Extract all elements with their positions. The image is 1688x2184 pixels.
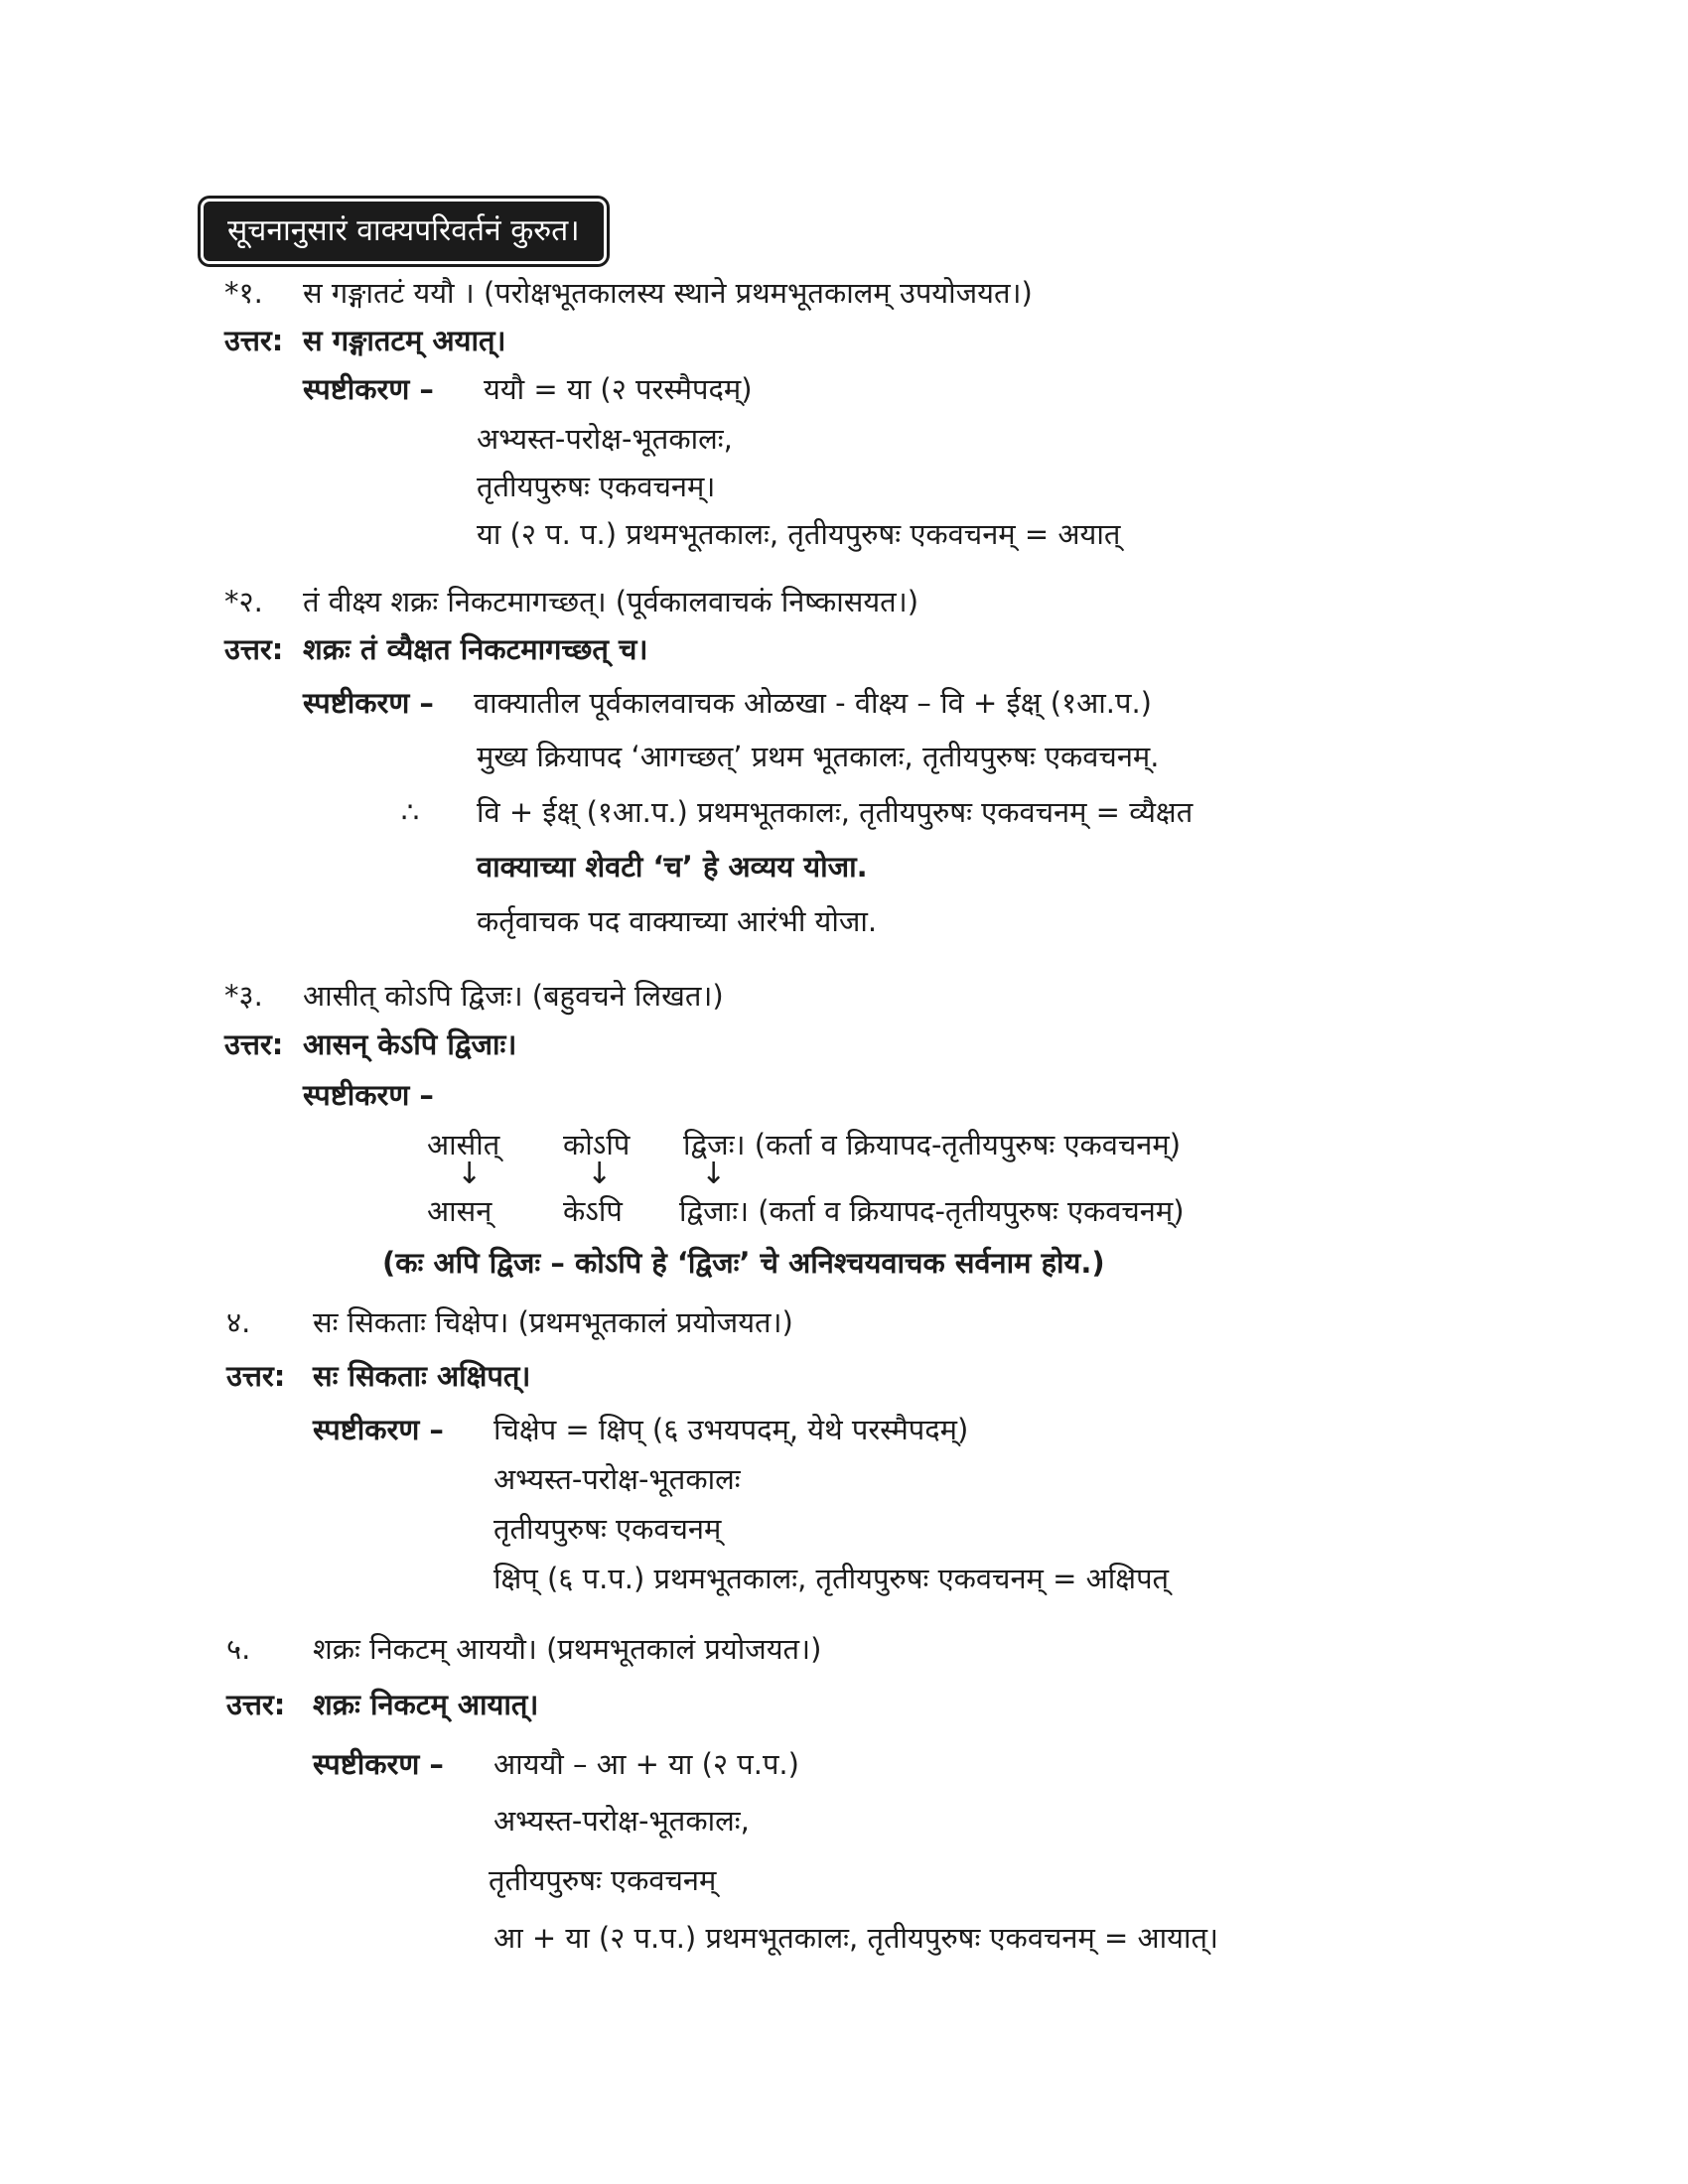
q4-exp-line-1: चिक्षेप = क्षिप् (६ उभयपदम्, येथे परस्मैपदम्) <box>493 1413 969 1446</box>
q2-answer-label: उत्तर: <box>224 632 284 666</box>
q2-exp-line-3: वि + ईक्ष् (१आ.प.) प्रथमभूतकालः, तृतीयपुरुषः एकवचनम् = व्यैक्षत <box>477 795 1194 829</box>
q2-exp-line-2: मुख्य क्रियापद ‘आगच्छत्’ प्रथम भूतकालः, तृतीयपुरुषः एकवचनम्. <box>477 740 1160 773</box>
q5-answer: शक्रः निकटम् आयात्। <box>313 1688 539 1721</box>
q5-exp-line-4: आ + या (२ प.प.) प्रथमभूतकालः, तृतीयपुरुषः एकवचनम् = आयात्। <box>493 1921 1219 1955</box>
q3-answer: आसन् केऽपि द्विजाः। <box>303 1027 517 1061</box>
q4-explanation-label: स्पष्टीकरण – <box>313 1413 444 1446</box>
q4-answer-label: उत्तर: <box>226 1359 286 1393</box>
down-arrow-icon: ↓ <box>457 1157 483 1191</box>
q5-exp-line-2: अभ्यस्त-परोक्ष-भूतकालः, <box>493 1804 750 1838</box>
q5-exp-line-1: आययौ – आ + या (२ प.प.) <box>493 1747 799 1781</box>
q4-question: सः सिकताः चिक्षेप। (प्रथमभूतकालं प्रयोजयत।) <box>313 1305 793 1339</box>
q2-explanation-label: स्पष्टीकरण – <box>303 686 434 720</box>
q1-number: *१. <box>224 276 263 310</box>
q5-number: ५. <box>226 1632 251 1666</box>
q3-question: आसीत् कोऽपि द्विजः। (बहुवचने लिखत।) <box>303 979 724 1013</box>
q1-exp-line-4: या (२ प. प.) प्रथमभूतकालः, तृतीयपुरुषः एकवचनम् = अयात् <box>477 517 1121 551</box>
q3-note: (कः अपि द्विजः – कोऽपि हे ‘द्विजः’ चे अनिश्चयवाचक सर्वनाम होय.) <box>382 1246 1105 1280</box>
q3-row1-word3: द्विजः। (कर्ता व क्रियापद-तृतीयपुरुषः एकवचनम्) <box>683 1128 1182 1161</box>
q3-explanation-label: स्पष्टीकरण – <box>303 1078 434 1112</box>
q5-answer-label: उत्तर: <box>226 1688 286 1721</box>
q1-question: स गङ्गातटं ययौ । (परोक्षभूतकालस्य स्थाने प्रथमभूतकालम् उपयोजयत।) <box>303 276 1033 310</box>
q3-row1-word2: कोऽपि <box>563 1128 631 1161</box>
q2-number: *२. <box>224 585 263 618</box>
down-arrow-icon: ↓ <box>701 1157 727 1191</box>
q5-exp-line-3: तृतीयपुरुषः एकवचनम् <box>489 1863 717 1897</box>
q5-explanation-label: स्पष्टीकरण – <box>313 1747 444 1781</box>
q3-number: *३. <box>224 979 263 1013</box>
q1-exp-line-2: अभ्यस्त-परोक्ष-भूतकालः, <box>477 422 733 456</box>
q4-exp-line-4: क्षिप् (६ प.प.) प्रथमभूतकालः, तृतीयपुरुषः एकवचनम् = अक्षिपत् <box>493 1562 1170 1595</box>
q2-exp-line-4: वाक्याच्या शेवटी ‘च’ हे अव्यय योजा. <box>477 850 868 884</box>
q4-exp-line-2: अभ्यस्त-परोक्ष-भूतकालः <box>493 1462 741 1496</box>
section-heading: सूचनानुसारं वाक्यपरिवर्तनं कुरुत। <box>204 202 604 261</box>
q5-question: शक्रः निकटम् आययौ। (प्रथमभूतकालं प्रयोजयत।) <box>313 1632 822 1666</box>
q3-row2-word3: द्विजाः। (कर्ता व क्रियापद-तृतीयपुरुषः एकवचनम्) <box>679 1194 1185 1228</box>
down-arrow-icon: ↓ <box>587 1157 613 1191</box>
q2-question: तं वीक्ष्य शक्रः निकटमागच्छत्। (पूर्वकालवाचकं निष्कासयत।) <box>303 585 919 618</box>
q1-answer: स गङ्गातटम् अयात्। <box>303 324 506 357</box>
q3-row1-word1: आसीत् <box>427 1128 500 1161</box>
q4-answer: सः सिकताः अक्षिपत्। <box>313 1359 531 1393</box>
q1-explanation-label: स्पष्टीकरण – <box>303 372 434 406</box>
q2-answer: शक्रः तं व्यैक्षत निकटमागच्छत् च। <box>303 632 648 666</box>
q1-exp-line-1: ययौ = या (२ परस्मैपदम्) <box>484 372 753 406</box>
q2-exp-line-1: वाक्यातील पूर्वकालवाचक ओळखा - वीक्ष्य – वि + ईक्ष् (१आ.प.) <box>474 686 1152 720</box>
q3-row2-word2: केऽपि <box>563 1194 623 1228</box>
q4-exp-line-3: तृतीयपुरुषः एकवचनम् <box>493 1512 722 1546</box>
q1-answer-label: उत्तर: <box>224 324 284 357</box>
q3-row2-word1: आसन् <box>427 1194 492 1228</box>
q3-answer-label: उत्तर: <box>224 1027 284 1061</box>
q2-exp-line-5: कर्तृवाचक पद वाक्याच्या आरंभी योजा. <box>477 904 878 938</box>
therefore-symbol: ∴ <box>401 795 420 829</box>
q4-number: ४. <box>226 1305 251 1339</box>
q1-exp-line-3: तृतीयपुरुषः एकवचनम्। <box>477 470 716 503</box>
